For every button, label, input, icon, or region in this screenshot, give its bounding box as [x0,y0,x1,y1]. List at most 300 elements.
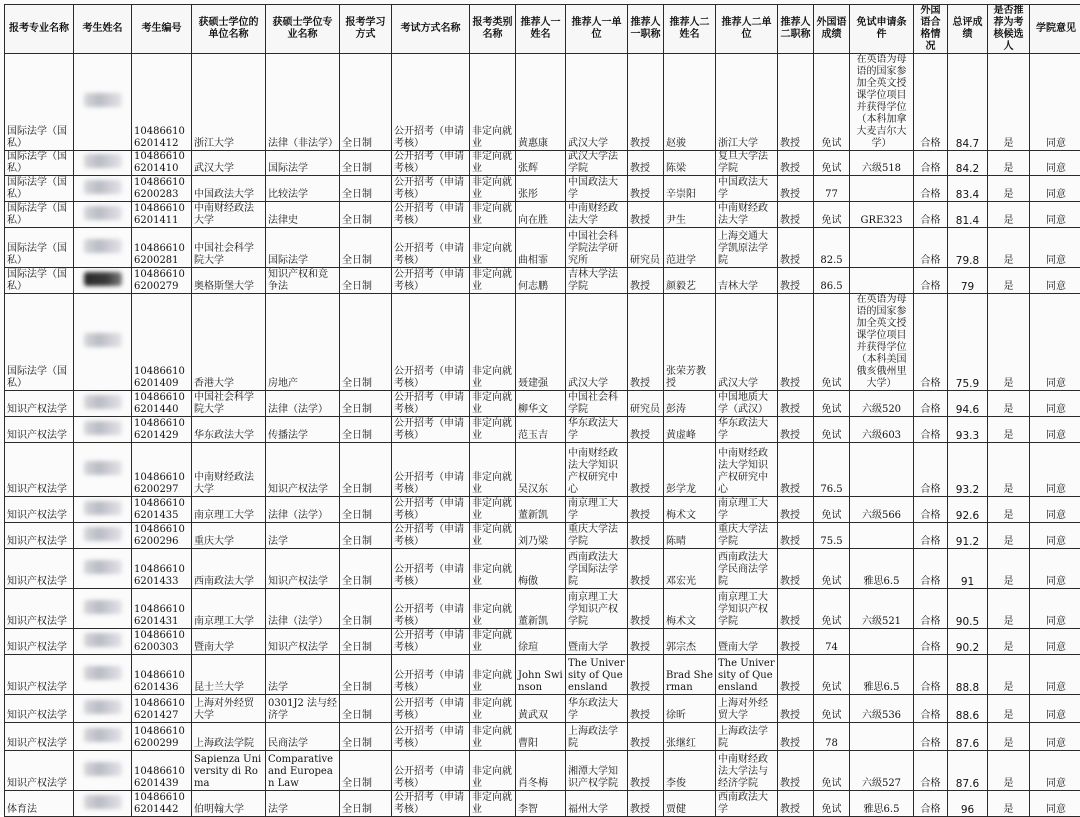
table-row [5,268,1080,294]
cell-r2u: 南京理工大学知识产权学院 [716,589,778,629]
cell-mode: 全日制 [340,589,392,629]
cell-major: 知识产权法学 [5,417,74,443]
cell-unit: 伯明翰大学 [192,791,266,817]
cell-rec: 是 [988,176,1030,202]
cell-id: 104866106201412 [132,54,192,151]
cell-exam: 公开招考（申请考核） [392,497,470,523]
cell-fl: 免试 [814,751,850,791]
cell-op: 同意 [1030,791,1080,817]
cell-cat: 非定向就业 [470,417,516,443]
cell-unit: 中国社会科学院大学 [192,391,266,417]
cell-r1u: 福州大学 [566,791,628,817]
cell-fl: 78 [814,723,850,751]
cell-unit: 南京理工大学 [192,589,266,629]
cell-r1: John Swinson [516,655,566,695]
cell-r1: 黄惠康 [516,54,566,151]
cell-r2t: 教授 [778,751,814,791]
header-cell: 报考学习方式 [340,5,392,54]
cell-id: 104866106201442 [132,791,192,817]
cell-id: 104866106200303 [132,629,192,655]
cell-r2t: 教授 [778,655,814,695]
cell-id: 104866106201429 [132,417,192,443]
cell-r2: 尹生 [664,202,716,228]
cell-r1u: 武汉大学法学院 [566,151,628,176]
cell-op: 同意 [1030,151,1080,176]
cell-degree: 法律史 [266,202,340,228]
cell-cat: 非定向就业 [470,751,516,791]
cell-fl: 免试 [814,589,850,629]
cell-r1t: 教授 [628,54,664,151]
header-cell: 获硕士学位的单位名称 [192,5,266,54]
cell-op: 同意 [1030,549,1080,589]
cell-cond: 雅思6.5 [850,549,914,589]
cell-r2u: 浙江大学 [716,54,778,151]
cell-r1u: 重庆大学法学院 [566,523,628,549]
cell-r2t: 教授 [778,176,814,202]
cell-id: 104866106201409 [132,294,192,391]
cell-r1: 徐瑄 [516,629,566,655]
table-row [5,151,1080,176]
header-cell: 学院意见 [1030,5,1080,54]
cell-r2: 黄虚峰 [664,417,716,443]
cell-cat: 非定向就业 [470,202,516,228]
cell-major: 知识产权法学 [5,443,74,497]
cell-r2: 彭涛 [664,391,716,417]
cell-r2u: The University of Queensland [716,655,778,695]
cell-degree: 国际法学 [266,228,340,268]
cell-cond [850,228,914,268]
redaction-blur [84,600,122,614]
cell-degree: 国际法学 [266,151,340,176]
cell-r1t: 教授 [628,655,664,695]
cell-cond [850,629,914,655]
table-row [5,417,1080,443]
cell-r2t: 教授 [778,523,814,549]
cell-cond: 六级518 [850,151,914,176]
cell-cond: 六级536 [850,695,914,723]
cell-exam: 公开招考（申请考核） [392,417,470,443]
cell-cat: 非定向就业 [470,54,516,151]
cell-mode: 全日制 [340,751,392,791]
cell-unit: 南京理工大学 [192,497,266,523]
cell-op: 同意 [1030,443,1080,497]
cell-id: 104866106201436 [132,655,192,695]
cell-rec: 是 [988,497,1030,523]
cell-ok: 合格 [914,589,948,629]
cell-cond [850,443,914,497]
cell-r1t: 教授 [628,268,664,294]
cell-major: 国际法学（国私） [5,228,74,268]
cell-total: 92.6 [948,497,988,523]
cell-cond: 六级520 [850,391,914,417]
cell-id: 104866106200296 [132,523,192,549]
cell-r1: 柳华文 [516,391,566,417]
cell-unit: 华东政法大学 [192,417,266,443]
table-row [5,723,1080,751]
redaction-blur [84,633,122,647]
cell-cond: GRE323 [850,202,914,228]
cell-ok: 合格 [914,417,948,443]
header-cell: 免试申请条件 [850,5,914,54]
cell-unit: 重庆大学 [192,523,266,549]
cell-total: 87.6 [948,751,988,791]
table-row [5,589,1080,629]
cell-exam: 公开招考（申请考核） [392,268,470,294]
cell-major: 知识产权法学 [5,695,74,723]
header-cell: 考试方式名称 [392,5,470,54]
cell-exam: 公开招考（申请考核） [392,695,470,723]
cell-r1u: 华东政法大学 [566,417,628,443]
cell-op: 同意 [1030,723,1080,751]
cell-unit: 上海对外经贸大学 [192,695,266,723]
cell-r2u: 中国政法大学 [716,176,778,202]
cell-unit: 武汉大学 [192,151,266,176]
cell-cat: 非定向就业 [470,151,516,176]
header-cell: 考生编号 [132,5,192,54]
candidate-name-redacted [74,791,132,817]
cell-total: 90.5 [948,589,988,629]
cell-r1: 李智 [516,791,566,817]
cell-r2: 颜毅艺 [664,268,716,294]
cell-major: 国际法学（国私） [5,54,74,151]
cell-r1t: 教授 [628,151,664,176]
cell-r2t: 教授 [778,202,814,228]
cell-total: 96 [948,791,988,817]
cell-cat: 非定向就业 [470,723,516,751]
header-cell: 是否推荐为考核候选人 [988,5,1030,54]
cell-mode: 全日制 [340,228,392,268]
cell-r1u: 武汉大学 [566,294,628,391]
cell-id: 104866106201431 [132,589,192,629]
candidate-name-redacted [74,751,132,791]
cell-r2t: 教授 [778,695,814,723]
header-cell: 推荐人二单位 [716,5,778,54]
cell-r1: 董新凯 [516,589,566,629]
cell-degree: 知识产权法学 [266,629,340,655]
cell-cond [850,523,914,549]
cell-r1t: 教授 [628,695,664,723]
cell-r2: Brad Sherman [664,655,716,695]
cell-mode: 全日制 [340,655,392,695]
admission-table [4,4,1080,817]
candidate-name-redacted [74,54,132,151]
header-cell: 推荐人一姓名 [516,5,566,54]
cell-ok: 合格 [914,391,948,417]
cell-r2u: 上海交通大学凯原法学院 [716,228,778,268]
cell-fl: 86.5 [814,268,850,294]
cell-exam: 公开招考（申请考核） [392,443,470,497]
candidate-name-redacted [74,695,132,723]
cell-fl: 免试 [814,54,850,151]
cell-r2t: 教授 [778,391,814,417]
cell-total: 93.3 [948,417,988,443]
cell-fl: 免试 [814,497,850,523]
table-row [5,54,1080,151]
redaction-blur [84,333,122,347]
cell-fl: 免试 [814,391,850,417]
cell-cat: 非定向就业 [470,443,516,497]
cell-id: 104866106200283 [132,176,192,202]
cell-degree: 法学 [266,655,340,695]
header-row [5,5,1080,54]
cell-r2: 梅术文 [664,589,716,629]
redaction-blur [84,180,122,194]
cell-exam: 公开招考（申请考核） [392,723,470,751]
cell-mode: 全日制 [340,202,392,228]
cell-id: 104866106200299 [132,723,192,751]
cell-cat: 非定向就业 [470,268,516,294]
cell-r2u: 重庆大学法学院 [716,523,778,549]
cell-op: 同意 [1030,589,1080,629]
cell-r1u: 上海政法学院 [566,723,628,751]
cell-ok: 合格 [914,655,948,695]
redaction-blur [84,527,122,541]
cell-exam: 公开招考（申请考核） [392,523,470,549]
table-row [5,751,1080,791]
cell-rec: 是 [988,629,1030,655]
cell-exam: 公开招考（申请考核） [392,549,470,589]
cell-total: 88.6 [948,695,988,723]
header-cell: 推荐人二姓名 [664,5,716,54]
cell-ok: 合格 [914,549,948,589]
table-row [5,549,1080,589]
cell-fl: 免试 [814,417,850,443]
cell-r1: 张辉 [516,151,566,176]
cell-r1: 吴汉东 [516,443,566,497]
cell-degree: 知识产权和竞争法 [266,268,340,294]
cell-r1: 黄武双 [516,695,566,723]
cell-r1t: 教授 [628,629,664,655]
cell-r1: 聂建强 [516,294,566,391]
cell-op: 同意 [1030,751,1080,791]
cell-r1: 刘乃梁 [516,523,566,549]
cell-cat: 非定向就业 [470,391,516,417]
cell-op: 同意 [1030,655,1080,695]
cell-cond: 在英语为母语的国家参加全英文授课学位项目并获得学位（本科加拿大麦吉尔大学） [850,54,914,151]
cell-rec: 是 [988,294,1030,391]
cell-ok: 合格 [914,497,948,523]
cell-ok: 合格 [914,751,948,791]
cell-cat: 非定向就业 [470,655,516,695]
cell-unit: Sapienza University di Roma [192,751,266,791]
header-cell: 推荐人一单位 [566,5,628,54]
cell-r2: 赵骏 [664,54,716,151]
cell-cat: 非定向就业 [470,294,516,391]
cell-rec: 是 [988,417,1030,443]
cell-r1u: 南京理工大学 [566,497,628,523]
cell-r1u: 吉林大学法学院 [566,268,628,294]
cell-r2u: 中南财经政法大学知识产权研究中心 [716,443,778,497]
cell-ok: 合格 [914,695,948,723]
cell-cond: 六级603 [850,417,914,443]
cell-r1u: 中国社会科学院法学研究所 [566,228,628,268]
cell-fl: 免试 [814,549,850,589]
cell-r2t: 教授 [778,151,814,176]
cell-r2: 贾健 [664,791,716,817]
cell-mode: 全日制 [340,176,392,202]
cell-total: 91.2 [948,523,988,549]
cell-rec: 是 [988,202,1030,228]
cell-unit: 中南财经政法大学 [192,202,266,228]
cell-ok: 合格 [914,523,948,549]
cell-op: 同意 [1030,695,1080,723]
cell-total: 91 [948,549,988,589]
cell-major: 体育法 [5,791,74,817]
cell-op: 同意 [1030,294,1080,391]
cell-unit: 中国社会科学院大学 [192,228,266,268]
table-row [5,202,1080,228]
cell-ok: 合格 [914,294,948,391]
cell-r1u: 武汉大学 [566,54,628,151]
cell-total: 87.6 [948,723,988,751]
cell-mode: 全日制 [340,723,392,751]
header-cell: 推荐人二职称 [778,5,814,54]
cell-r2t: 教授 [778,54,814,151]
cell-fl: 77 [814,176,850,202]
cell-r2u: 上海政法学院 [716,723,778,751]
cell-id: 104866106201440 [132,391,192,417]
cell-r1: 肖冬梅 [516,751,566,791]
candidate-name-redacted [74,443,132,497]
cell-exam: 公开招考（申请考核） [392,629,470,655]
cell-id: 104866106201435 [132,497,192,523]
candidate-name-redacted [74,497,132,523]
cell-unit: 西南政法大学 [192,549,266,589]
cell-rec: 是 [988,723,1030,751]
redaction-blur [84,560,122,574]
redaction-blur [84,461,122,475]
cell-mode: 全日制 [340,523,392,549]
candidate-name-redacted [74,268,132,294]
cell-fl: 74 [814,629,850,655]
cell-r2u: 暨南大学 [716,629,778,655]
cell-r1t: 研究员 [628,228,664,268]
cell-mode: 全日制 [340,268,392,294]
cell-id: 104866106201433 [132,549,192,589]
cell-major: 知识产权法学 [5,589,74,629]
cell-r1t: 教授 [628,176,664,202]
table-row [5,629,1080,655]
cell-cat: 非定向就业 [470,228,516,268]
redaction-blur [84,728,122,742]
cell-major: 知识产权法学 [5,723,74,751]
cell-r2t: 教授 [778,268,814,294]
table-row [5,523,1080,549]
cell-r1t: 教授 [628,791,664,817]
cell-mode: 全日制 [340,695,392,723]
cell-total: 93.2 [948,443,988,497]
cell-r1t: 教授 [628,443,664,497]
cell-r2: 陈晴 [664,523,716,549]
cell-r1t: 研究员 [628,391,664,417]
cell-rec: 是 [988,391,1030,417]
cell-exam: 公开招考（申请考核） [392,54,470,151]
cell-r2t: 教授 [778,228,814,268]
cell-degree: Comparative and European Law [266,751,340,791]
header-cell: 报考专业名称 [5,5,74,54]
cell-r2: 李俊 [664,751,716,791]
redaction-blur [84,272,122,286]
cell-rec: 是 [988,695,1030,723]
cell-cat: 非定向就业 [470,629,516,655]
candidate-name-redacted [74,202,132,228]
cell-cat: 非定向就业 [470,695,516,723]
cell-op: 同意 [1030,417,1080,443]
table-row [5,176,1080,202]
cell-r1: 向在胜 [516,202,566,228]
cell-total: 75.9 [948,294,988,391]
redaction-blur [84,206,122,220]
cell-r2u: 吉林大学 [716,268,778,294]
cell-rec: 是 [988,655,1030,695]
cell-r2u: 武汉大学 [716,294,778,391]
cell-unit: 暨南大学 [192,629,266,655]
header-cell: 推荐人一职称 [628,5,664,54]
cell-unit: 上海政法学院 [192,723,266,751]
cell-r2u: 南京理工大学 [716,497,778,523]
cell-r2: 张继红 [664,723,716,751]
cell-major: 国际法学（国私） [5,202,74,228]
cell-degree: 法律（非法学） [266,54,340,151]
cell-r2t: 教授 [778,791,814,817]
cell-total: 81.4 [948,202,988,228]
cell-r2u: 上海对外经贸大学 [716,695,778,723]
cell-cond [850,268,914,294]
table-row [5,695,1080,723]
header-cell: 外国语合格情况 [914,5,948,54]
cell-r1u: 中南财经政法大学 [566,202,628,228]
cell-major: 知识产权法学 [5,523,74,549]
cell-degree: 法学 [266,523,340,549]
cell-id: 104866106201427 [132,695,192,723]
cell-unit: 奥格斯堡大学 [192,268,266,294]
table-row [5,791,1080,817]
cell-rec: 是 [988,549,1030,589]
redaction-blur [84,666,122,680]
cell-fl: 82.5 [814,228,850,268]
cell-r2u: 中南财经政法大学法与经济学院 [716,751,778,791]
cell-ok: 合格 [914,629,948,655]
cell-r1t: 教授 [628,294,664,391]
cell-op: 同意 [1030,391,1080,417]
cell-ok: 合格 [914,202,948,228]
cell-major: 知识产权法学 [5,391,74,417]
cell-ok: 合格 [914,176,948,202]
cell-degree: 知识产权法学 [266,549,340,589]
candidate-name-redacted [74,176,132,202]
cell-cat: 非定向就业 [470,791,516,817]
cell-mode: 全日制 [340,417,392,443]
cell-op: 同意 [1030,497,1080,523]
redaction-blur [84,93,122,107]
cell-op: 同意 [1030,176,1080,202]
cell-exam: 公开招考（申请考核） [392,391,470,417]
header-cell: 报考类别名称 [470,5,516,54]
cell-exam: 公开招考（申请考核） [392,589,470,629]
cell-cond [850,723,914,751]
cell-r1t: 教授 [628,723,664,751]
cell-cond [850,176,914,202]
candidate-name-redacted [74,294,132,391]
cell-cat: 非定向就业 [470,497,516,523]
cell-cond: 六级527 [850,751,914,791]
cell-fl: 免试 [814,151,850,176]
cell-mode: 全日制 [340,629,392,655]
cell-degree: 民商法学 [266,723,340,751]
cell-unit: 浙江大学 [192,54,266,151]
cell-cond: 六级521 [850,589,914,629]
cell-r2t: 教授 [778,294,814,391]
